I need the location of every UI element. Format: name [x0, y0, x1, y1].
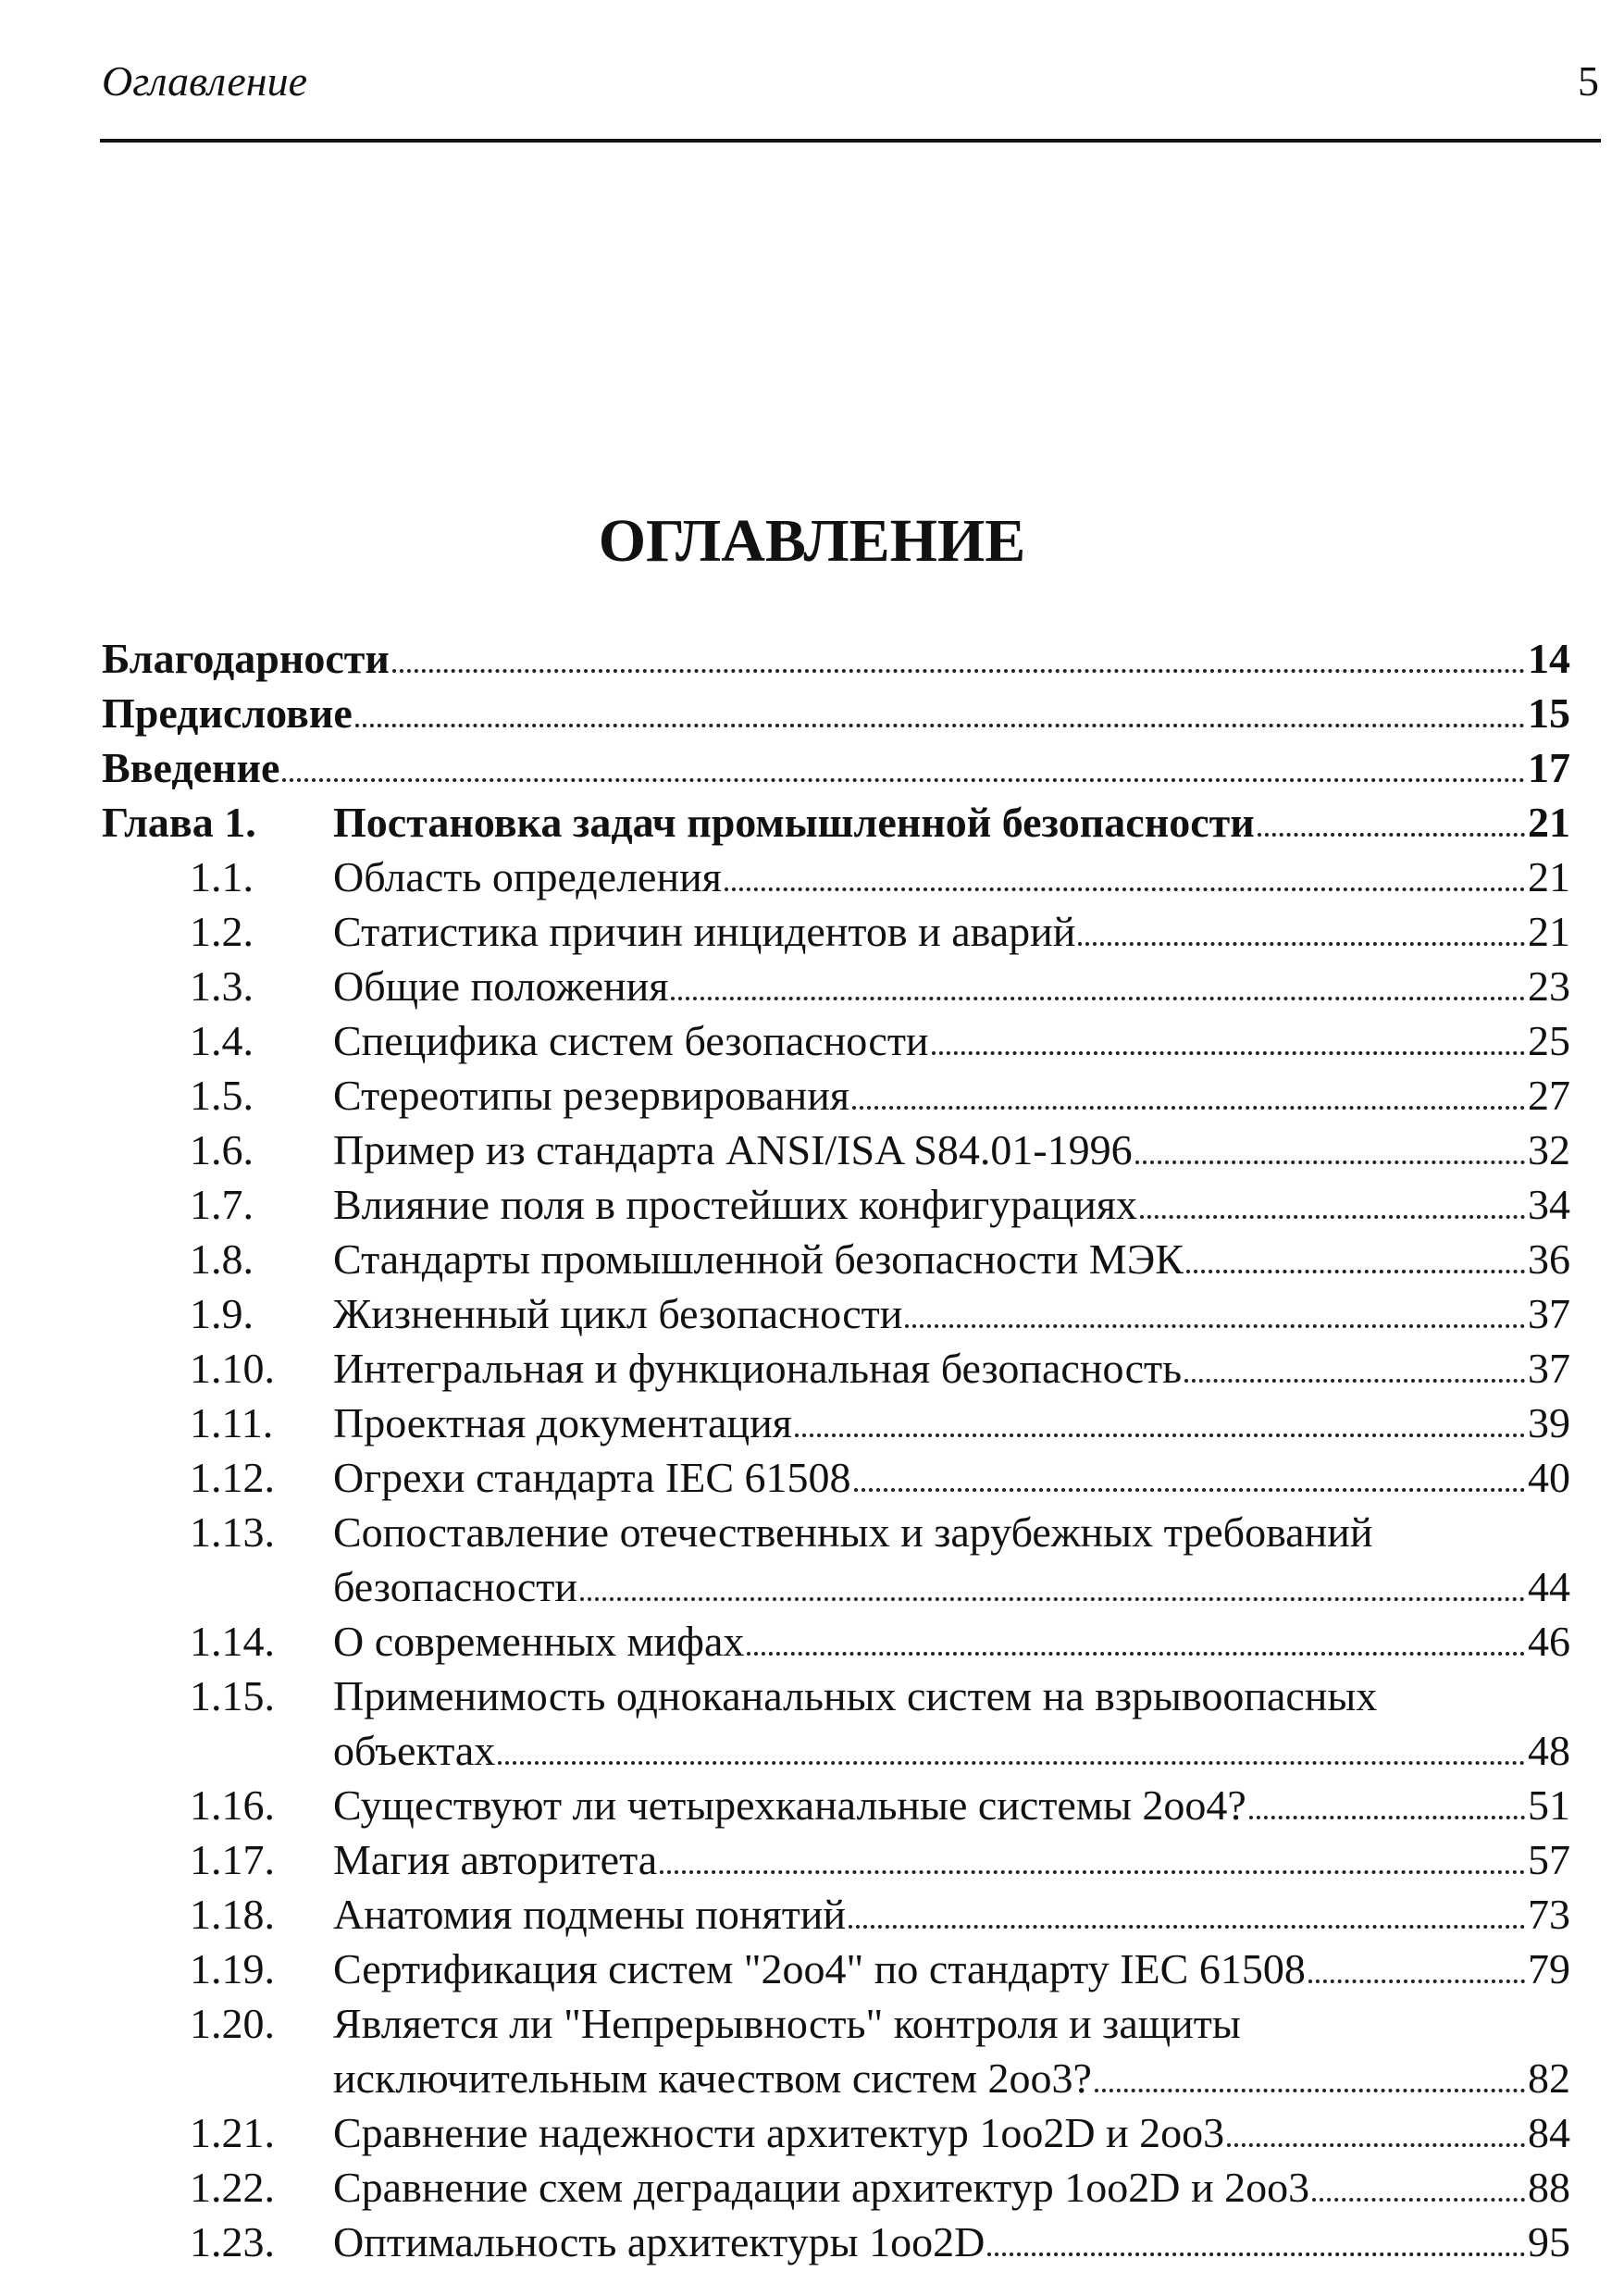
toc-entry-section [0, 1232, 1624, 1286]
toc-entry-title: Постановка задач промышленной безопасности [333, 799, 1255, 846]
toc-entry-page: 27 [1528, 1072, 1570, 1119]
toc-entry-title: Огрехи стандарта IEC 61508 [333, 1454, 851, 1501]
toc-entry-page: 46 [1528, 1618, 1570, 1665]
toc-entry-page: 39 [1528, 1399, 1570, 1446]
toc-entry-title: Общие положения [333, 962, 669, 1010]
toc-entry-title: Введение [102, 744, 280, 791]
toc-entry-page: 21 [1528, 853, 1570, 900]
toc-entry-section [0, 1942, 1624, 1996]
toc-entry-number: 1.21. [190, 2109, 275, 2156]
toc-entry-page: 36 [1528, 1235, 1570, 1283]
toc-entry-page: 79 [1528, 1945, 1570, 1992]
toc-entry-page: 51 [1528, 1781, 1570, 1829]
toc-entry-number: 1.9. [190, 1290, 254, 1337]
toc-entry-title: Магия авторитета [333, 1836, 658, 1883]
toc-entry-title: Интегральная и функциональная безопасность [333, 1345, 1183, 1392]
toc-entry-page: 21 [1528, 799, 1570, 846]
toc-entry-section [0, 1832, 1624, 1887]
toc-entry-chapter [0, 795, 1624, 850]
dot-leader [854, 1487, 1525, 1492]
toc-entry-section [0, 1614, 1624, 1669]
toc-entry-number: 1.1. [190, 853, 254, 900]
toc-entry-title: Сопоставление отечественных и зарубежных требований [333, 1508, 1373, 1556]
toc-entry-section [0, 1013, 1624, 1068]
toc-entry-title: Оптимальность архитектуры 1oo2D [333, 2218, 986, 2265]
toc-entry-section [0, 2215, 1624, 2269]
toc-entry-number: 1.19. [190, 1945, 275, 1992]
toc-entry-title: Стереотипы резервирования [333, 1072, 849, 1119]
toc-entry-leader [333, 1396, 1570, 1450]
toc-entry-leader [333, 904, 1570, 959]
toc-entry-page: 73 [1528, 1891, 1570, 1938]
toc-entry-section [0, 1177, 1624, 1232]
toc-entry-page: 40 [1528, 1454, 1570, 1501]
toc-entry-title: Пример из стандарта ANSI/ISA S84.01-1996 [333, 1126, 1133, 1173]
toc-entry-number: 1.6. [190, 1126, 254, 1173]
toc-entry-leader [333, 1942, 1570, 1996]
toc-entry-page: 15 [1528, 689, 1570, 737]
running-header [102, 54, 1599, 109]
toc-entry-title: исключительным качеством систем 2oo3? [333, 2054, 1092, 2102]
toc-entry-title: Применимость одноканальных систем на взрывоопасных [333, 1672, 1378, 1719]
dot-leader [1186, 1269, 1525, 1273]
toc-entry-number: 1.13. [190, 1508, 275, 1556]
toc-entry-number: 1.14. [190, 1618, 275, 1665]
toc-entry-title: Благодарности [102, 635, 390, 682]
toc-entry-leader [333, 1669, 1570, 1723]
toc-entry-page: 44 [1528, 1563, 1570, 1610]
dot-leader [1135, 1160, 1525, 1164]
toc-entry-leader [333, 959, 1570, 1013]
dot-leader [795, 1433, 1525, 1437]
toc-entry-number: 1.7. [190, 1181, 254, 1228]
dot-leader [1227, 2142, 1525, 2147]
toc-entry-front [0, 740, 1624, 795]
toc-entry-leader [333, 850, 1570, 904]
running-header-title: Оглавление [102, 57, 308, 105]
dot-leader [671, 996, 1525, 1000]
toc-entry-title: безопасности [333, 1563, 578, 1610]
toc-entry-number: 1.12. [190, 1454, 275, 1501]
toc-entry-section [0, 1450, 1624, 1505]
toc-entry-number: 1.16. [190, 1781, 275, 1829]
toc-entry-number: 1.3. [190, 962, 254, 1010]
toc-entry-leader [333, 1559, 1570, 1614]
toc-entry-title: Предисловие [102, 689, 353, 737]
toc-entry-front [0, 631, 1624, 686]
toc-entry-number: 1.22. [190, 2164, 275, 2211]
toc-entry-page: 48 [1528, 1727, 1570, 1774]
toc-entry-title: Является ли "Непрерывность" контроля и защиты [333, 2000, 1241, 2047]
toc-entry-page: 34 [1528, 1181, 1570, 1228]
dot-leader [392, 668, 1525, 673]
toc-entry-page: 14 [1528, 635, 1570, 682]
toc-entry-title: Специфика систем безопасности [333, 1017, 929, 1064]
toc-entry-page: 21 [1528, 908, 1570, 955]
toc-entry-title: О современных мифах [333, 1618, 745, 1665]
dot-leader [282, 777, 1525, 782]
dot-leader [580, 1596, 1525, 1601]
toc-entry-section [0, 1996, 1624, 2051]
toc-entry-number: 1.17. [190, 1836, 275, 1883]
toc-entry-leader [333, 2105, 1570, 2160]
dot-leader [1249, 1815, 1525, 1819]
toc-entry-title: Существуют ли четырехканальные системы 2oo4? [333, 1781, 1246, 1829]
toc-entry-section [0, 1341, 1624, 1396]
toc-entry-section [0, 1068, 1624, 1123]
toc-entry-page: 17 [1528, 744, 1570, 791]
toc-entry-title: Стандарты промышленной безопасности МЭК [333, 1235, 1184, 1283]
toc-entry-title: Проектная документация [333, 1399, 792, 1446]
toc-entry-title: Сертификация систем "2oo4" по стандарту IEC 61508 [333, 1945, 1306, 1992]
toc-entry-number: 1.23. [190, 2218, 275, 2265]
toc-entry-title: Сравнение схем деградации архитектур 1oo2D и 2oo3 [333, 2164, 1310, 2211]
dot-leader [1258, 832, 1525, 837]
toc-entry-leader [102, 631, 1570, 686]
toc-entry-number: 1.4. [190, 1017, 254, 1064]
toc-entry-leader [102, 740, 1570, 795]
toc-entry-section [0, 1778, 1624, 1832]
toc-entry-leader [333, 1887, 1570, 1942]
header-rule [100, 139, 1601, 143]
toc-entry-continuation [0, 1723, 1624, 1778]
toc-entry-leader [333, 1013, 1570, 1068]
dot-leader [747, 1651, 1525, 1656]
toc-entry-leader [333, 2160, 1570, 2215]
toc-entry-leader [102, 686, 1570, 740]
toc-entry-section [0, 1669, 1624, 1723]
toc-entry-page: 32 [1528, 1126, 1570, 1173]
toc-entry-section [0, 1505, 1624, 1559]
toc-entry-title: Жизненный цикл безопасности [333, 1290, 903, 1337]
toc-entry-title: объектах [333, 1727, 496, 1774]
toc-entry-section [0, 904, 1624, 959]
toc-entry-title: Область определения [333, 853, 722, 900]
toc-entry-number: Глава 1. [102, 799, 256, 846]
toc-entry-leader [333, 1232, 1570, 1286]
dot-leader [852, 1105, 1525, 1110]
dot-leader [725, 887, 1525, 891]
page-number: 5 [1578, 57, 1599, 105]
toc-entry-number: 1.8. [190, 1235, 254, 1283]
toc-entry-leader [333, 1832, 1570, 1887]
toc-entry-title: Статистика причин инцидентов и аварий [333, 908, 1076, 955]
toc-entry-title: Влияние поля в простейших конфигурациях [333, 1181, 1137, 1228]
toc-entry-leader [333, 1341, 1570, 1396]
toc-entry-number: 1.11. [190, 1399, 274, 1446]
dot-leader [498, 1760, 1525, 1765]
toc-entry-leader [333, 1996, 1570, 2051]
toc-title: ОГЛАВЛЕНИЕ [598, 507, 1026, 575]
toc-entry-page: 23 [1528, 962, 1570, 1010]
toc-entry-page: 25 [1528, 1017, 1570, 1064]
toc-entry-section [0, 2105, 1624, 2160]
toc-entry-section [0, 1887, 1624, 1942]
toc-entry-section [0, 2160, 1624, 2215]
toc-entry-section [0, 959, 1624, 1013]
dot-leader [355, 723, 1525, 727]
dot-leader [1078, 941, 1525, 946]
dot-leader [1184, 1378, 1525, 1383]
toc-entry-leader [333, 1778, 1570, 1832]
table-of-contents [0, 631, 1624, 2269]
toc-entry-page: 82 [1528, 2054, 1570, 2102]
toc-entry-number: 1.20. [190, 2000, 275, 2047]
dot-leader [1312, 2197, 1525, 2202]
toc-entry-leader [333, 1286, 1570, 1341]
toc-entry-leader [333, 1450, 1570, 1505]
toc-entry-title: Сравнение надежности архитектур 1oo2D и 2oo3 [333, 2109, 1225, 2156]
dot-leader [1308, 1979, 1525, 1983]
toc-entry-leader [333, 1723, 1570, 1778]
toc-entry-leader [333, 1177, 1570, 1232]
dot-leader [849, 1924, 1525, 1929]
toc-entry-leader [333, 1123, 1570, 1177]
toc-entry-section [0, 850, 1624, 904]
toc-entry-front [0, 686, 1624, 740]
toc-entry-leader [333, 2215, 1570, 2269]
toc-entry-page: 37 [1528, 1345, 1570, 1392]
toc-entry-number: 1.15. [190, 1672, 275, 1719]
toc-entry-number: 1.5. [190, 1072, 254, 1119]
toc-entry-number: 1.10. [190, 1345, 275, 1392]
toc-entry-continuation [0, 1559, 1624, 1614]
toc-entry-leader [333, 1614, 1570, 1669]
dot-leader [1095, 2088, 1525, 2092]
toc-entry-number: 1.2. [190, 908, 254, 955]
toc-entry-page: 57 [1528, 1836, 1570, 1883]
toc-entry-section [0, 1396, 1624, 1450]
toc-entry-number: 1.18. [190, 1891, 275, 1938]
toc-entry-section [0, 1286, 1624, 1341]
dot-leader [987, 2252, 1525, 2256]
toc-entry-title: Анатомия подмены понятий [333, 1891, 847, 1938]
toc-entry-page: 84 [1528, 2109, 1570, 2156]
toc-entry-leader [333, 2051, 1570, 2105]
toc-entry-section [0, 1123, 1624, 1177]
toc-entry-page: 88 [1528, 2164, 1570, 2211]
toc-entry-continuation [0, 2051, 1624, 2105]
dot-leader [932, 1050, 1525, 1055]
toc-entry-leader [333, 795, 1570, 850]
toc-entry-page: 37 [1528, 1290, 1570, 1337]
dot-leader [905, 1323, 1525, 1328]
dot-leader [1140, 1214, 1525, 1219]
toc-entry-leader [333, 1068, 1570, 1123]
dot-leader [660, 1869, 1525, 1874]
toc-entry-leader [333, 1505, 1570, 1559]
toc-entry-page: 95 [1528, 2218, 1570, 2265]
